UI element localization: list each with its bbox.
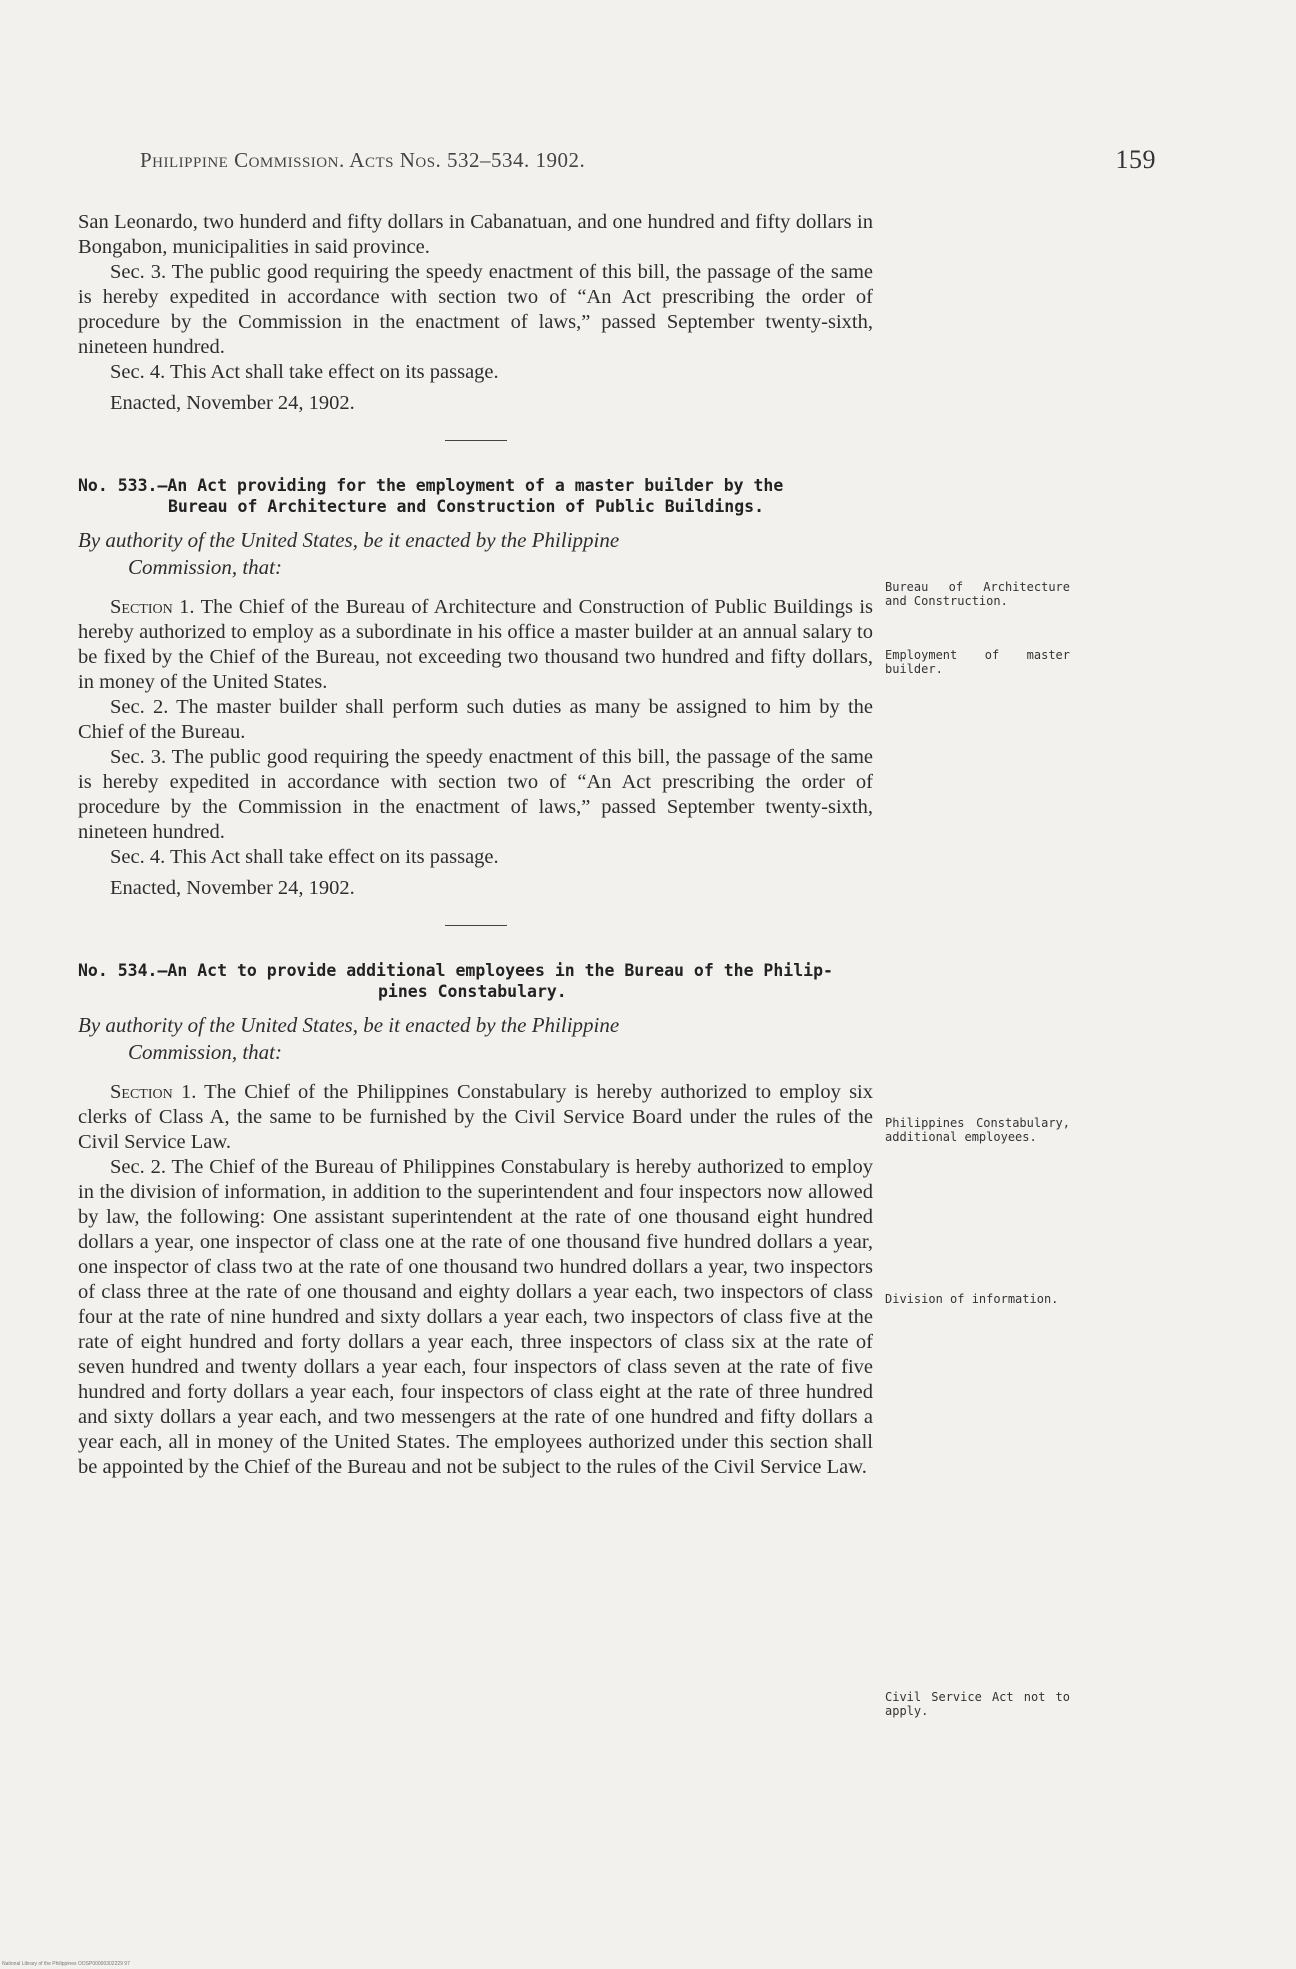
act533-enacting-clause [78, 527, 873, 581]
margin-note-bureau: Bureau of Architecture and Construction. [885, 580, 1070, 608]
act533-authority-line1: By authority of the United States, be it enacted by the Philippine [78, 528, 620, 552]
act534-section-2: Sec. 2. The Chief of the Bureau of Philippines Constabulary is hereby authorized to employ in the division of information, in addition to the superintendent and four inspectors now allowed by law, the following: One assistant superintendent at the rate of one thousand eight hundred dollars a year, one inspector of class one at the rate of one thousand five hundred dollars a year, one inspector of class two at the rate of one thousand two hundred dollars a year, two inspectors of class three at the rate of one thousand and eighty dollars a year each, two inspectors of class four at the rate of nine hundred and sixty dollars a year each, two inspectors of class five at the rate of eight hundred and forty dollars a year each, three inspectors of class six at the rate of seven hundred and twenty dollars a year each, four inspectors of class seven at the rate of five hundred and forty dollars a year each, four inspectors of class eight at the rate of three hundred and sixty dollars a year each, and two messengers at the rate of one hundred and fifty dollars a year each, all in money of the United States. The employees authorized under this section shall be appointed by the Chief of the Bureau and not be subject to the rules of the Civil Service Law. [78, 1156, 873, 1478]
section-lead: Section [110, 1081, 173, 1103]
act534-authority-line1: By authority of the United States, be it enacted by the Philippine [78, 1013, 620, 1037]
act532-enacted-date: Enacted, November 24, 1902. [110, 392, 355, 414]
act533-authority-line2: Commission, that: [128, 555, 283, 579]
section-lead: Section [110, 596, 173, 618]
act533-section-1-text: 1. The Chief of the Bureau of Architecture and Construction of Public Buildings is hereby authorized to employ as a subordinate in his office a master builder at an annual salary to be fixed by the Chief of the Bureau, not exceeding two thousand two hundred and fifty dollars, in money of the United States. [78, 596, 874, 693]
act533-section-1 [78, 595, 873, 695]
main-text-column [78, 210, 873, 1480]
act533-enacted-date: Enacted, November 24, 1902. [110, 877, 355, 899]
act534-section-1 [78, 1080, 873, 1155]
act533-title [78, 475, 873, 517]
act534-title-line1: No. 534.—An Act to provide additional employees in the Bureau of the Philip- [78, 961, 833, 980]
act532-section-3: Sec. 3. The public good requiring the speedy enactment of this bill, the passage of the same is hereby expedited in accordance with section two of “An Act prescribing the order of procedure by the Commission in the enactment of laws,” passed September twenty-sixth, nineteen hundred. [78, 261, 873, 358]
page-number: 159 [1115, 145, 1156, 174]
act532-section-4: Sec. 4. This Act shall take effect on its passage. [110, 361, 499, 383]
section-divider [445, 440, 507, 441]
act533-section-4: Sec. 4. This Act shall take effect on its passage. [110, 846, 499, 868]
act532-paragraph: San Leonardo, two hunderd and fifty dollars in Cabanatuan, and one hundred and fifty dollars in Bongabon, municipalities in said province. [78, 211, 873, 258]
act534-title-line2: pines Constabulary. [378, 982, 567, 1001]
margin-note-division: Division of information. [885, 1292, 1059, 1306]
act534-authority-line2: Commission, that: [128, 1040, 283, 1064]
margin-note-constabulary: Philippines Constabulary, additional employees. [885, 1116, 1070, 1144]
act533-section-2: Sec. 2. The master builder shall perform such duties as many be assigned to him by the Chief of the Bureau. [78, 696, 873, 743]
act533-title-line1: No. 533.—An Act providing for the employment of a master builder by the [78, 476, 784, 495]
running-title: Philippine Commission. Acts Nos. 532–534. 1902. [140, 148, 586, 172]
scan-credit: National Library of the Philippines OOSP00000302229 97 [2, 1961, 130, 1967]
act533-section-3: Sec. 3. The public good requiring the speedy enactment of this bill, the passage of the same is hereby expedited in accordance with section two of “An Act prescribing the order of procedure by the Commission in the enactment of laws,” passed September twenty-sixth, nineteen hundred. [78, 746, 873, 843]
act534-enacting-clause [78, 1012, 873, 1066]
margin-note-civil-service: Civil Service Act not to apply. [885, 1690, 1070, 1718]
section-divider [445, 925, 507, 926]
act533-title-line2: Bureau of Architecture and Construction of Public Buildings. [168, 497, 765, 516]
margin-note-employment: Employment of master builder. [885, 648, 1070, 676]
act534-section-1-text: 1. The Chief of the Philippines Constabulary is hereby authorized to employ six clerks of Class A, the same to be furnished by the Civil Service Board under the rules of the Civil Service Law. [78, 1081, 873, 1153]
act534-title [78, 960, 873, 1002]
page-header [140, 145, 1170, 178]
